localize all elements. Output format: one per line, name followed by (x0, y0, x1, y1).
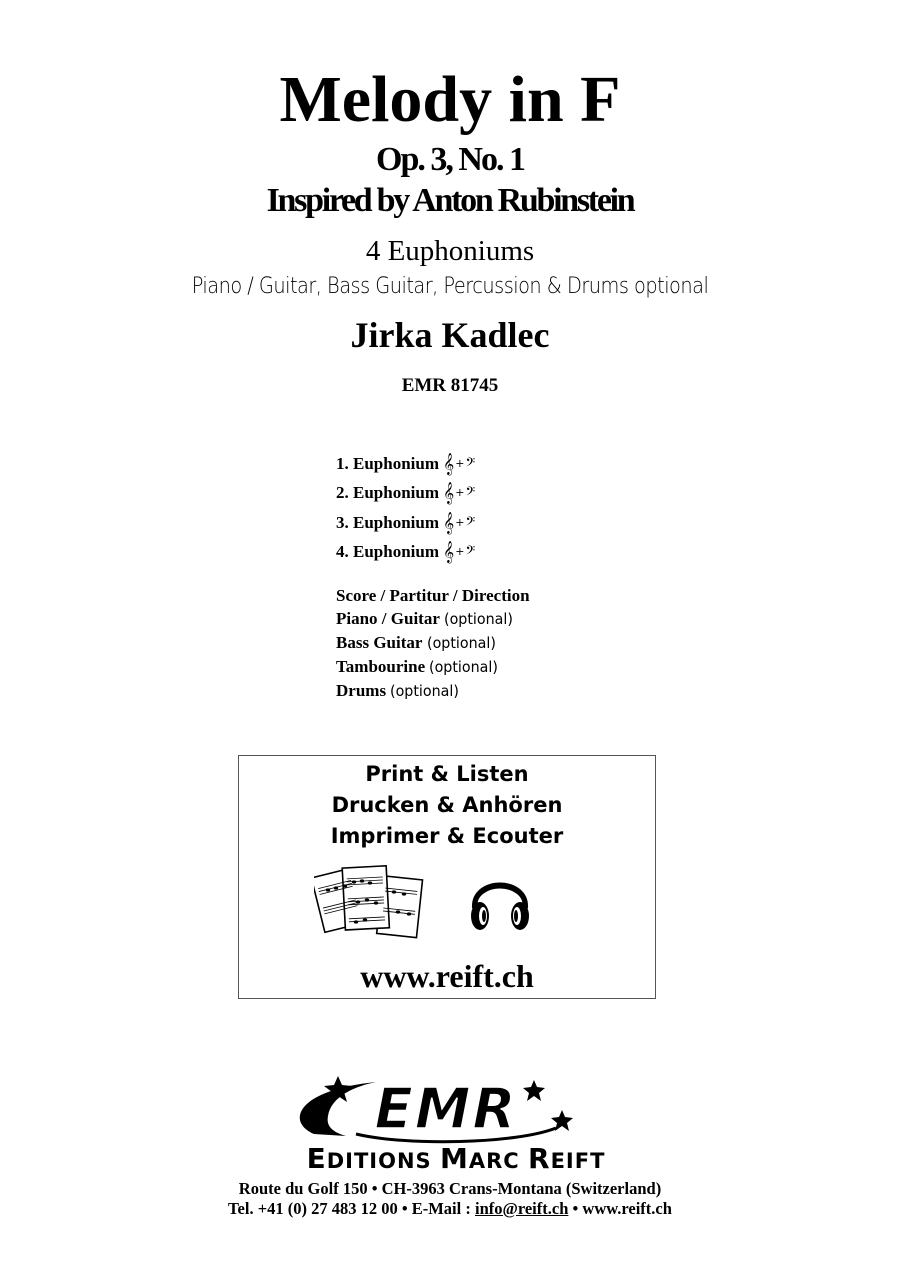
part-item (336, 479, 475, 509)
headphones-icon (465, 866, 535, 936)
promo-line: Imprimer & Ecouter (330, 824, 564, 848)
part-item (336, 538, 475, 568)
part-label: 2. Euphonium (336, 483, 439, 503)
extra-item (336, 607, 530, 631)
title: Melody in F (279, 63, 621, 136)
catalog-number: EMR 81745 (401, 375, 499, 396)
part-label: 4. Euphonium (336, 542, 439, 562)
extra-note: (optional) (426, 634, 496, 652)
extra-name: Tambourine (336, 657, 426, 676)
print-listen-box (238, 755, 656, 999)
promo-line: Drucken & Anhören (331, 793, 563, 817)
extra-item (336, 679, 530, 703)
part-item (336, 449, 475, 479)
instrumentation: 4 Euphoniums (365, 235, 535, 267)
opus-number: Op. 3, No. 1 (376, 141, 524, 178)
treble-bass-clef-icon: 𝄞 + 𝄢 (443, 482, 476, 505)
extras-list (336, 584, 530, 703)
publisher-address: Route du Golf 150 • CH-3963 Crans-Montana (Switzerland) (238, 1179, 662, 1198)
extra-name: Bass Guitar (336, 633, 423, 652)
promo-url[interactable]: www.reift.ch (360, 958, 534, 994)
treble-bass-clef-icon: 𝄞 + 𝄢 (443, 452, 476, 475)
extra-name: Score / Partitur / Direction (336, 586, 530, 605)
telephone: Tel. +41 (0) 27 483 12 00 • E-Mail : (228, 1199, 475, 1218)
optional-instruments: Piano / Guitar, Bass Guitar, Percussion & Drums optional (191, 274, 709, 299)
email-link[interactable]: info@reift.ch (474, 1199, 569, 1218)
emr-logo (236, 1072, 676, 1172)
part-label: 3. Euphonium (336, 512, 439, 532)
composer: Jirka Kadlec (350, 315, 550, 355)
part-item (336, 508, 475, 538)
part-label: 1. Euphonium (336, 453, 439, 473)
extra-name: Drums (336, 681, 387, 700)
extra-note: (optional) (444, 610, 514, 628)
promo-line: Print & Listen (365, 762, 529, 786)
publisher-name: EDITIONS MARC REIFT (306, 1142, 606, 1172)
publisher-contact (0, 1198, 900, 1220)
extra-note: (optional) (429, 658, 499, 676)
parts-list (336, 449, 475, 567)
extra-item (336, 655, 530, 679)
extra-item (336, 631, 530, 655)
treble-bass-clef-icon: 𝄞 + 𝄢 (443, 511, 476, 534)
website[interactable]: • www.reift.ch (568, 1199, 672, 1218)
inspired-by: Inspired by Anton Rubinstein (266, 182, 634, 219)
extra-note: (optional) (390, 682, 460, 700)
extra-name: Piano / Guitar (336, 609, 440, 628)
treble-bass-clef-icon: 𝄞 + 𝄢 (443, 541, 476, 564)
extra-item (336, 584, 530, 607)
logo-text: EMR (374, 1077, 518, 1142)
sheet-music-icon (314, 862, 426, 942)
